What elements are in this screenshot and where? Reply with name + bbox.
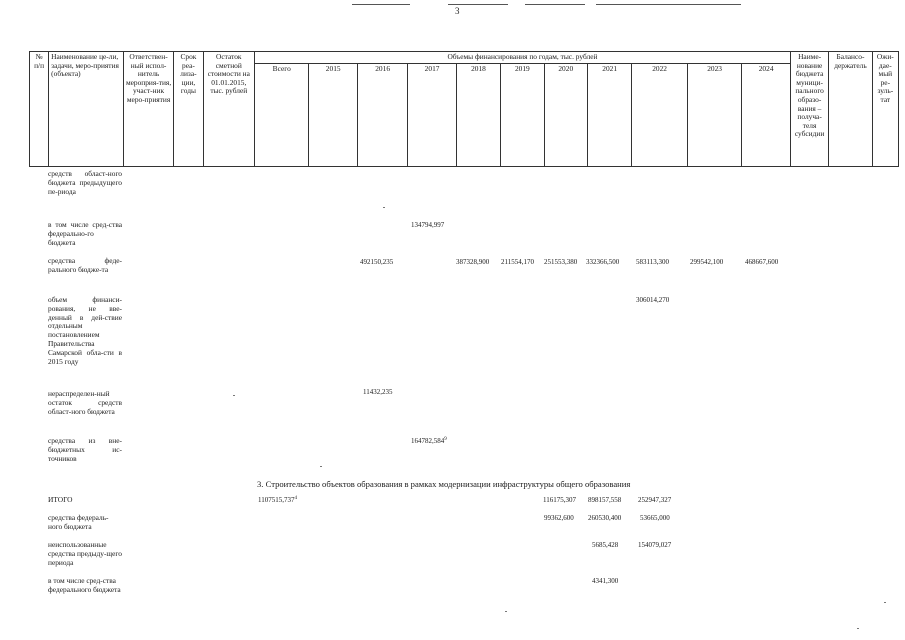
scan-speck xyxy=(857,628,859,629)
header-year: 2022 xyxy=(632,64,688,167)
row-label-federal-incl-section: в том числе сред-ства федерального бюджета xyxy=(48,576,121,594)
row-label-unallocated: нераспределен-ный остаток средств област-ного бюджета xyxy=(48,389,122,416)
value-2018: 387328,900 xyxy=(456,258,490,266)
header-budget: Наиме-нование бюджета муници-пального образо-вания – получа-теля субсидии xyxy=(790,52,828,167)
row-label-unused-prev: неиспользованные средства предыду-щего периода xyxy=(48,540,122,567)
scan-speck xyxy=(233,395,235,396)
header-year: 2016 xyxy=(357,64,407,167)
header-total: Всего xyxy=(255,64,309,167)
header-result: Ожи-дае-мый ре-зуль-тат xyxy=(872,52,898,167)
value-2022: 306014,270 xyxy=(636,296,670,304)
header-period: Срок реа-лиза-ции, годы xyxy=(174,52,203,167)
value-2020: 99362,600 xyxy=(544,514,574,522)
scan-speck xyxy=(383,207,385,208)
value-2016: 492150,235 xyxy=(360,258,394,266)
scan-speck xyxy=(505,611,507,612)
value-2023: 299542,100 xyxy=(690,258,724,266)
row-label-total: ИТОГО xyxy=(48,495,73,504)
value-2021: 4341,300 xyxy=(592,577,619,585)
row-label-federal-incl: в том числе сред-ства федерально-го бюджета xyxy=(48,220,122,247)
value-2017: 134794,997 xyxy=(411,221,445,229)
value-2017 xyxy=(411,437,447,445)
value-2022: 53665,000 xyxy=(640,514,670,522)
page-number: 3 xyxy=(455,6,460,16)
top-rule-3 xyxy=(525,4,585,5)
header-year: 2023 xyxy=(687,64,741,167)
value-2020: 251553,380 xyxy=(544,258,578,266)
footnote-mark: 9 xyxy=(444,437,447,442)
value-2022: 154079,027 xyxy=(638,541,672,549)
value-2024: 468667,600 xyxy=(745,258,779,266)
value-2022: 583113,300 xyxy=(636,258,669,266)
value-2021: 5685,428 xyxy=(592,541,619,549)
footnote-mark: 4 xyxy=(294,496,297,501)
value-total-number: 1107515,737 xyxy=(258,496,295,504)
header-year: 2017 xyxy=(408,64,456,167)
value-2016: 11432,235 xyxy=(363,388,393,396)
value-total xyxy=(258,496,297,504)
header-holder: Балансо-держатель xyxy=(829,52,872,167)
header-year: 2020 xyxy=(544,64,587,167)
header-num: № п/п xyxy=(30,52,49,167)
top-rule-4 xyxy=(596,4,741,5)
value-2017-number: 164782,584 xyxy=(411,437,445,445)
header-balance: Остаток сметной стоимости на 01.01.2015, тыс. рублей xyxy=(203,52,254,167)
header-year: 2018 xyxy=(456,64,500,167)
header-year: 2015 xyxy=(309,64,357,167)
value-2021: 260530,400 xyxy=(588,514,622,522)
header-executor: Ответствен-ный испол-нитель мероприя-тия, участ-ник меро-приятия xyxy=(123,52,173,167)
row-label-extrabudgetary: средства из вне-бюджетных ис-точников xyxy=(48,436,122,463)
row-label-not-enacted: объем финанси-рования, не вве-денный в дей-ствие отдельным постановлением Правительства Самарской обла-сти в 2015 году xyxy=(48,295,122,366)
scan-speck xyxy=(320,466,322,467)
header-funding: Объемы финансирования по годам, тыс. рублей xyxy=(255,52,791,64)
header-year: 2019 xyxy=(501,64,544,167)
value-2021: 898157,558 xyxy=(588,496,622,504)
header-year: 2021 xyxy=(587,64,631,167)
scan-speck xyxy=(884,602,886,603)
header-table xyxy=(29,51,899,167)
row-label-federal-section: средства федераль-ного бюджета xyxy=(48,513,109,531)
value-2019: 211554,170 xyxy=(501,258,534,266)
value-2020: 116175,307 xyxy=(543,496,576,504)
value-2021: 332366,500 xyxy=(586,258,620,266)
top-rule-2 xyxy=(448,4,508,5)
row-label-prev-period: средств област-ного бюджета предыдущего пе-риода xyxy=(48,169,122,196)
top-rule-1 xyxy=(352,4,410,5)
row-label-federal: средства феде-рального бюдже-та xyxy=(48,256,122,274)
header-name: Наименование це-ли, задачи, меро-приятия (объекта) xyxy=(49,52,124,167)
value-2022: 252947,327 xyxy=(638,496,672,504)
header-year: 2024 xyxy=(742,64,791,167)
section-title: 3. Строительство объектов образования в рамках модернизации инфраструктуры общего образования xyxy=(257,479,631,489)
